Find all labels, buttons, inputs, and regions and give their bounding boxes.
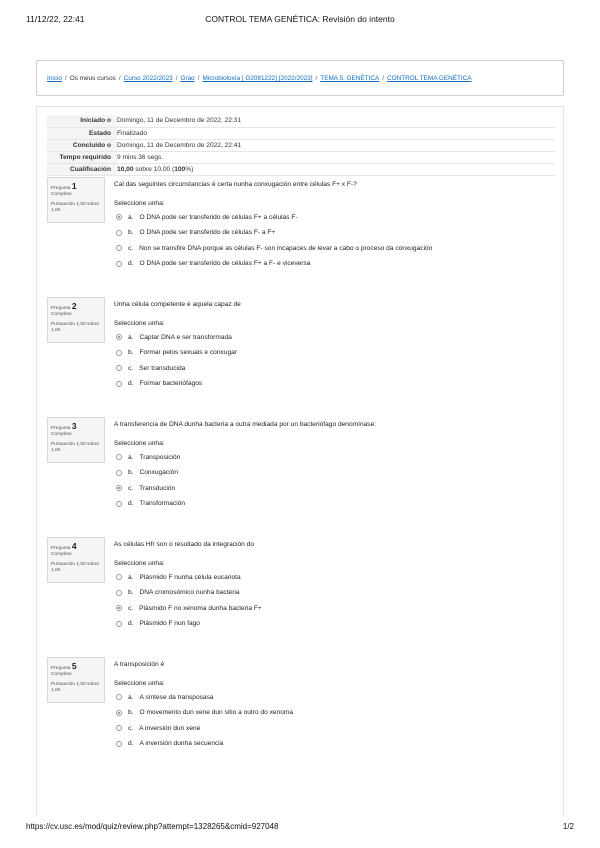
option-letter: c. <box>128 484 134 492</box>
radio-icon[interactable] <box>116 741 122 747</box>
quiz-review-region <box>36 106 564 816</box>
breadcrumb-item[interactable]: Microbioloxía | G2081222] [2022/2023] <box>202 75 313 82</box>
summary-value: Domingo, 11 de Decembro de 2022, 22:41 <box>117 141 242 149</box>
summary-value: Finalizado <box>117 129 148 137</box>
question-content <box>114 181 554 272</box>
answer-prompt: Seleccione unha: <box>114 439 165 447</box>
answer-option[interactable] <box>114 361 554 377</box>
question-status: Completa <box>51 312 72 318</box>
answer-option[interactable] <box>114 570 554 586</box>
question-status: Completa <box>51 672 72 678</box>
radio-icon[interactable] <box>116 725 122 731</box>
question-status: Completa <box>51 192 72 198</box>
option-text: Transformación <box>139 500 186 508</box>
radio-icon[interactable] <box>116 694 122 700</box>
option-letter: d. <box>128 260 134 268</box>
summary-row <box>47 127 555 139</box>
answer-option[interactable] <box>114 376 554 392</box>
option-text: A síntese da transposasa <box>139 693 214 701</box>
option-letter: c. <box>128 604 134 612</box>
option-text: Plásmido F nun fago <box>139 620 200 628</box>
question-info-box <box>47 177 105 223</box>
option-letter: a. <box>128 573 134 581</box>
summary-row <box>47 115 555 127</box>
radio-icon[interactable] <box>116 590 122 596</box>
radio-icon[interactable] <box>116 501 122 507</box>
question-score: Puntuación 1,00 sobre 1,00 <box>51 201 100 214</box>
option-letter: b. <box>128 229 134 237</box>
answer-option[interactable] <box>114 345 554 361</box>
question-text: A transposición é <box>114 661 165 668</box>
option-letter: b. <box>128 709 134 717</box>
breadcrumb-item[interactable]: Inicio <box>47 75 62 82</box>
answer-option[interactable] <box>114 585 554 601</box>
breadcrumb <box>36 60 564 96</box>
breadcrumb-item[interactable]: CONTROL TEMA GENÉTICA <box>387 75 472 82</box>
answer-option[interactable] <box>114 210 554 226</box>
summary-value <box>117 163 555 175</box>
answer-prompt: Seleccione unha: <box>114 679 165 687</box>
option-letter: a. <box>128 693 134 701</box>
question-number <box>51 181 101 192</box>
option-letter: b. <box>128 349 134 357</box>
question-text: Cal das seguintes circunstancias é certa nunha conxugación entre células F+ x F-? <box>114 181 357 188</box>
answer-option[interactable] <box>114 241 554 257</box>
question-info-box <box>47 297 105 343</box>
question-number-value: 5 <box>71 661 77 671</box>
radio-icon[interactable] <box>116 621 122 627</box>
radio-icon[interactable] <box>116 230 122 236</box>
breadcrumb-separator: / <box>175 75 178 82</box>
option-text: O DNA pode ser transferido de células F- a F+ <box>139 229 276 237</box>
radio-icon[interactable] <box>116 350 122 356</box>
radio-checked-icon[interactable] <box>116 485 122 491</box>
summary-label: Estado <box>47 127 117 139</box>
option-letter: d. <box>128 620 134 628</box>
breadcrumb-item[interactable]: TEMA 5. GENÉTICA <box>320 75 380 82</box>
breadcrumb-item[interactable]: Grao <box>180 75 195 82</box>
option-text: Captar DNA e ser transformada <box>139 333 232 341</box>
summary-row <box>47 151 555 163</box>
question-status: Completa <box>51 432 72 438</box>
option-text: Plásmido F no xenoma dunha bacteria F+ <box>139 604 262 612</box>
question-status: Completa <box>51 552 72 558</box>
option-text: O DNA pode ser transferido de células F+ a células F- <box>139 213 298 221</box>
radio-checked-icon[interactable] <box>116 214 122 220</box>
question-content <box>114 301 554 392</box>
question-number-value: 2 <box>71 301 77 311</box>
question-score: Puntuación 1,00 sobre 1,00 <box>51 441 100 454</box>
question-content <box>114 541 554 632</box>
attempt-summary-table <box>47 115 555 176</box>
question-info-box <box>47 657 105 703</box>
radio-icon[interactable] <box>116 574 122 580</box>
summary-value: Domingo, 11 de Decembro de 2022, 22:31 <box>117 117 242 125</box>
question-score: Puntuación 1,00 sobre 1,00 <box>51 321 100 334</box>
radio-checked-icon[interactable] <box>116 334 122 340</box>
radio-icon[interactable] <box>116 381 122 387</box>
radio-checked-icon[interactable] <box>116 710 122 716</box>
question-content <box>114 421 554 512</box>
question-text: Unha célula competente é aquela capaz de <box>114 301 241 308</box>
question-score: Puntuación 1,00 sobre 1,00 <box>51 561 100 574</box>
option-letter: c. <box>128 244 134 252</box>
question-label: Pregunta <box>51 546 71 551</box>
option-text: Formar bacteriófagos <box>139 380 203 388</box>
option-letter: a. <box>128 453 134 461</box>
question-label: Pregunta <box>51 186 71 191</box>
question-info-box <box>47 417 105 463</box>
answer-option[interactable] <box>114 616 554 632</box>
option-letter: b. <box>128 589 134 597</box>
question-score: Puntuación 1,00 sobre 1,00 <box>51 681 100 694</box>
breadcrumb-separator: / <box>118 75 121 82</box>
option-text: O movemento dun xene dun sitio a outro do xenoma <box>139 709 294 717</box>
option-text: Transposición <box>139 453 181 461</box>
summary-label: Concluído o <box>47 139 117 151</box>
summary-value: 9 mins 36 segs. <box>117 153 164 161</box>
grade-value: 10,00 <box>117 165 134 173</box>
option-letter: c. <box>128 724 134 732</box>
question-text: As células Hfr son o resultado da integración do <box>114 541 255 548</box>
radio-icon[interactable] <box>116 470 122 476</box>
breadcrumb-separator: / <box>382 75 385 82</box>
answer-option[interactable] <box>114 330 554 346</box>
print-date: 11/12/22, 22:41 <box>26 14 85 24</box>
option-text: Ser transducida <box>139 364 186 372</box>
grade-total: sobre 10,00 ( <box>133 165 175 173</box>
summary-label: Iniciado o <box>47 115 117 127</box>
radio-icon[interactable] <box>116 245 122 251</box>
option-text: Non se transfire DNA porque as células F- son incapaces de levar a cabo o proceso da conxugación <box>139 244 433 252</box>
radio-icon[interactable] <box>116 365 122 371</box>
radio-icon[interactable] <box>116 261 122 267</box>
question-number-value: 3 <box>71 421 77 431</box>
print-page-number: 1/2 <box>562 822 574 831</box>
question-label: Pregunta <box>51 666 71 671</box>
answer-option[interactable] <box>114 601 554 617</box>
option-text: Conxugación <box>139 469 178 477</box>
option-text: A inversión dunha secuencia <box>139 740 224 748</box>
summary-label: Cualificación <box>47 163 117 175</box>
option-text: A inversión dun xene <box>139 724 201 732</box>
question-label: Pregunta <box>51 426 71 431</box>
answer-prompt: Seleccione unha: <box>114 559 165 567</box>
option-text: Plásmido F nunha célula eucariota <box>139 573 241 581</box>
breadcrumb-item[interactable]: Curso 2022/2023 <box>123 75 173 82</box>
answer-option[interactable] <box>114 690 554 706</box>
grade-percent-suffix: %) <box>185 165 194 173</box>
option-text: Transdución <box>139 484 176 492</box>
question-label: Pregunta <box>51 306 71 311</box>
option-text: O DNA pode ser transferido de células F+ a F- e viceversa <box>139 260 311 268</box>
option-letter: d. <box>128 380 134 388</box>
answer-prompt: Seleccione unha: <box>114 199 165 207</box>
question-number <box>51 421 101 432</box>
answer-option[interactable] <box>114 450 554 466</box>
print-header <box>26 14 574 26</box>
option-letter: a. <box>128 213 134 221</box>
answer-option[interactable] <box>114 465 554 481</box>
summary-row <box>47 139 555 151</box>
option-text: Formar pelos sexuais e conxugar <box>139 349 237 357</box>
radio-checked-icon[interactable] <box>116 605 122 611</box>
answer-prompt: Seleccione unha: <box>114 319 165 327</box>
breadcrumb-separator: / <box>64 75 67 82</box>
option-letter: c. <box>128 364 134 372</box>
answer-option[interactable] <box>114 721 554 737</box>
print-title: CONTROL TEMA GENÉTICA: Revisión do intento <box>205 14 395 24</box>
radio-icon[interactable] <box>116 454 122 460</box>
summary-row <box>47 163 555 175</box>
option-letter: b. <box>128 469 134 477</box>
question-info-box <box>47 537 105 583</box>
print-url: https://cv.usc.es/mod/quiz/review.php?attempt=1328265&cmid=927048 <box>26 822 279 831</box>
answer-option[interactable] <box>114 496 554 512</box>
answer-option[interactable] <box>114 256 554 272</box>
summary-label: Tempo requirido <box>47 151 117 163</box>
print-footer <box>26 822 574 834</box>
option-letter: a. <box>128 333 134 341</box>
breadcrumb-separator: / <box>197 75 200 82</box>
question-number-value: 1 <box>71 181 77 191</box>
option-letter: d. <box>128 500 134 508</box>
answer-option[interactable] <box>114 225 554 241</box>
question-number <box>51 661 101 672</box>
question-number-value: 4 <box>71 541 77 551</box>
question-text: A transferencia de DNA dunha bacteria a outra mediada por un bacteriófago denomínase: <box>114 421 377 428</box>
option-text: DNA cromosómico nunha bacteria <box>139 589 240 597</box>
answer-option[interactable] <box>114 705 554 721</box>
answer-option[interactable] <box>114 736 554 752</box>
breadcrumb-item: Os meus cursos <box>69 75 116 82</box>
breadcrumb-separator: / <box>315 75 318 82</box>
option-letter: d. <box>128 740 134 748</box>
answer-option[interactable] <box>114 481 554 497</box>
grade-percent: 100 <box>174 165 186 173</box>
question-number <box>51 541 101 552</box>
question-number <box>51 301 101 312</box>
question-content <box>114 661 554 752</box>
